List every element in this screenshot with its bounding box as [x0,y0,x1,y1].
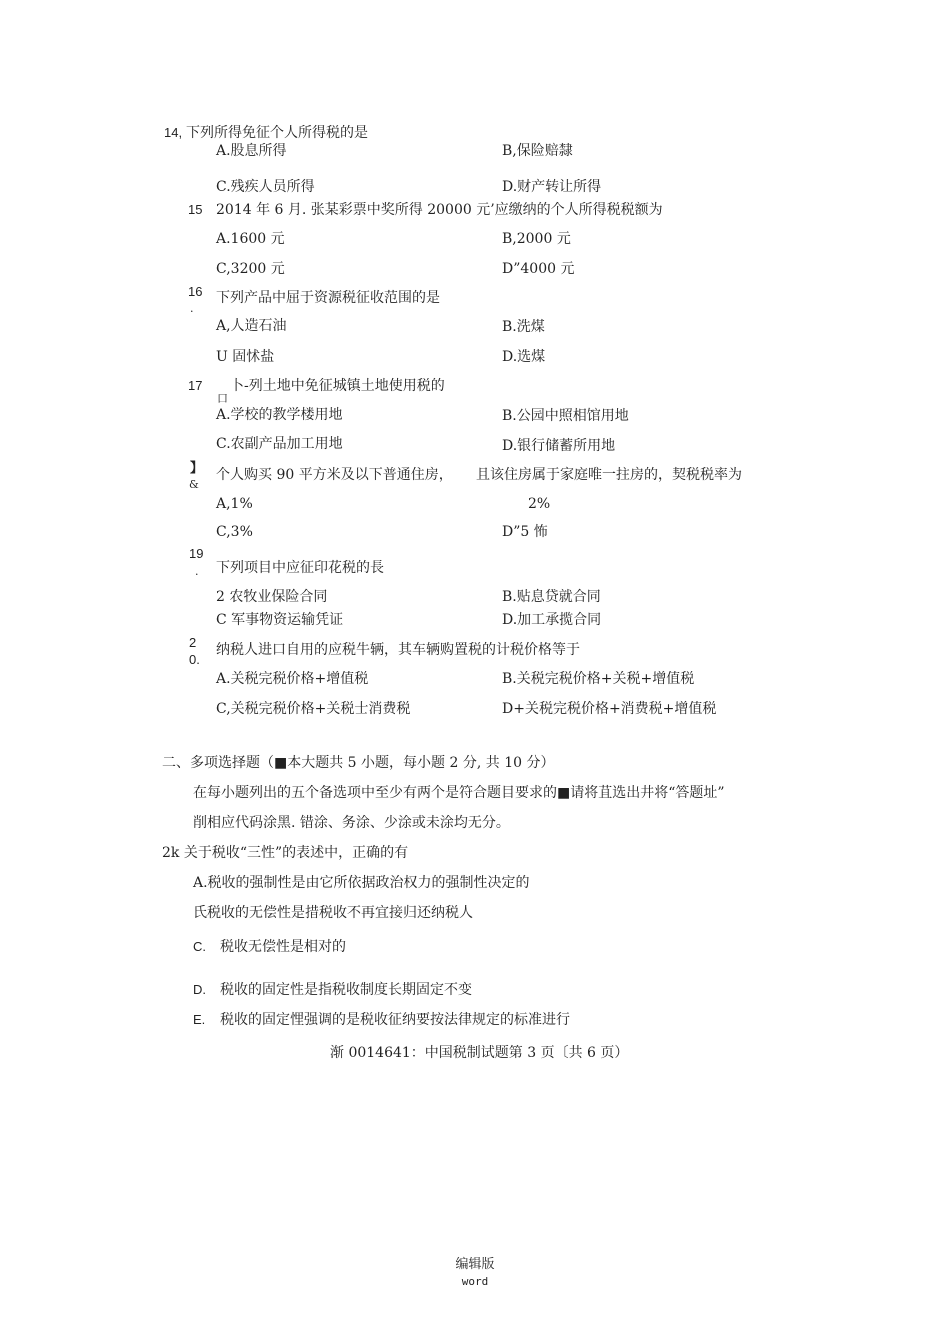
question-19-option-d: D.加工承揽合同 [502,612,602,628]
question-21-option-d: 税收的固定性是指税收制度长期固定不变 [220,982,472,998]
question-16-option-a: A,人造石油 [216,318,287,334]
question-16-option-c: U 固怵盐 [216,349,275,365]
question-18-option-d: D”5 怖 [502,524,548,540]
question-15-option-d: D”4000 元 [502,261,575,277]
question-18-option-c: C,3% [216,524,253,540]
question-14-option-d: D.财产转让所得 [502,179,602,195]
question-21-option-c: 税收无偿性是相对的 [220,939,346,955]
question-16-stem: 下列产品中屈于资源税征收范围的是 [216,290,440,306]
section-2-heading: 二、多项选择题（■本大题共 5 小题，每小题 2 分, 共 10 分） [162,755,555,771]
question-21-option-e: 税收的固定悝强调的是税收征纳要按法律规定的标准进行 [220,1012,570,1028]
question-18-number-suffix: & [189,478,199,491]
question-19-number: 19 [189,546,204,561]
question-14-option-a: A.股息所得 [216,143,287,159]
section-2-instruction-line-1: 在每小题列出的五个备选项中至少有两个是符合题目要求的■请将苴选出井将“答题址” [193,785,725,801]
question-20-option-a: A.关税完税价格+增值税 [216,671,369,687]
question-14-stem: 下列所得免征个人所得税的是 [186,125,368,141]
question-18-option-b: 2% [528,496,551,512]
question-17-option-b: B.公园中照相馆用地 [502,408,629,424]
question-15-option-a: A.1600 元 [216,231,285,247]
question-21-option-e-label: E. [193,1012,206,1027]
question-21-option-b: 氏税收的无偿性是措税收不再宜接归还纳税人 [193,905,473,921]
word-label: word [461,1275,489,1288]
question-21-option-a: A.税收的强制性是由它所依据政治权力的强制性决定的 [193,875,530,891]
page-footer: 渐 0014641：中国税制试题第 3 页〔共 6 页） [330,1045,629,1061]
question-16-number: 16 [188,284,203,299]
question-14-option-b: B,保险赔隸 [502,143,573,159]
question-20-option-b: B.关税完税价格+关税+增值税 [502,671,695,687]
question-16-option-d: D.选煤 [502,349,546,365]
question-17-stem: 卜-列土地中免征城镇土地使用税的 [230,378,445,394]
question-18-option-a: A,1% [216,496,253,512]
question-20-number-suffix: 0. [189,652,200,667]
question-18-stem: 个人购买 90 平方米及以下普通住房， [216,467,453,483]
question-15-option-c: C,3200 元 [216,261,285,277]
question-17-number: 17 [188,378,203,393]
question-15-number: 15 [188,202,203,217]
question-19-stem: 下列项目中应征印花税的長 [216,560,384,576]
question-21-option-c-label: C. [193,939,206,954]
question-18-number: 】 [190,460,204,475]
question-20-option-c: C,关税完税价格+关税士消费税 [216,701,411,717]
question-20-option-d: D+关税完税价格+消费税+增值税 [502,701,717,717]
question-16-option-b: B.洗煤 [502,319,545,335]
question-14-option-c: C.残疾人员所得 [216,179,315,195]
question-19-option-b: B.贴息贷就合同 [502,589,601,605]
question-18-stem-cont: 且该住房属于家庭唯一拄房的，契税税率为 [476,467,742,483]
question-16-number-suffix: . [190,302,194,315]
edited-version-label: 编辑版 [455,1257,495,1272]
question-17-option-d: D.银行储蓄所用地 [502,438,616,454]
question-14-number: 14, [164,125,183,140]
question-17-number-suffix: 口 [217,392,228,405]
section-2-instruction-line-2: 削相应代码涂黑. 错涂、务涂、少涂或未涂均无分。 [193,815,510,831]
question-20-stem: 纳税人进口自用的应税牛辆，其车辆购置税的计税价格等于 [216,642,580,658]
question-17-option-a: A.学校的教学楼用地 [216,407,343,423]
question-21-stem: 2k 关于税收“三性”的表述中，正确的有 [162,845,409,861]
question-15-option-b: B,2000 元 [502,231,571,247]
question-17-option-c: C.农副产品加工用地 [216,436,343,452]
question-19-option-c: C 军事物资运输凭证 [216,612,344,628]
question-21-option-d-label: D. [193,982,206,997]
question-20-number: 2 [189,635,197,650]
question-19-number-suffix: . [195,565,199,578]
question-15-stem: 2014 年 6 月. 张某彩票中奖所得 20000 元’应缴纳的个人所得税税额为 [216,202,663,218]
question-19-option-a: 2 农牧业保险合同 [216,589,328,605]
